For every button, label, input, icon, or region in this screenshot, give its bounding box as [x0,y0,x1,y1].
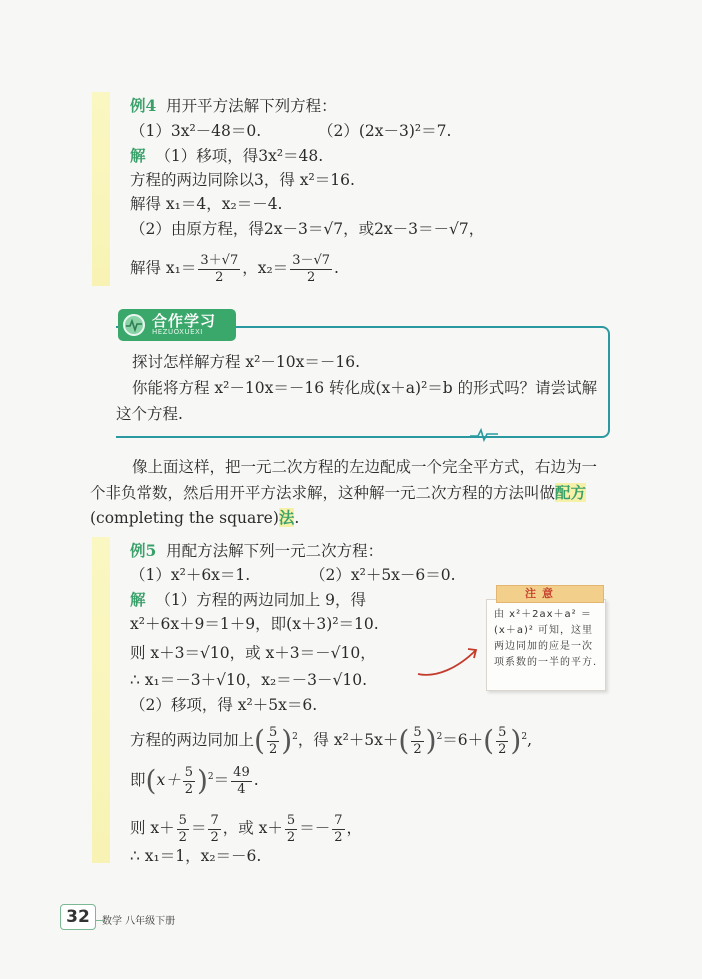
example5-s6-pre: 方程的两边同加上 [130,731,255,749]
note-title: 注意 [525,587,559,600]
definition-term: 配方 [555,483,587,502]
note-body: 由 x²＋2ax＋a² ＝(x＋a)² 可知，这里两边同加的应是一次项系数的一半的平方. [494,609,598,668]
fraction-denominator: 2 [184,781,193,797]
example5-solution-1 [130,590,366,610]
fraction-49-4 [231,765,252,798]
definition-end: . [294,509,300,527]
example4-solution-5 [130,248,339,288]
example5-s7-x: x＋ [156,771,181,789]
definition-line-3 [90,508,299,528]
fraction-numerator: 7 [334,812,343,828]
fraction-numerator: 49 [233,764,250,780]
fraction-numerator: 5 [413,724,422,740]
example5-solution-7: 即(x＋ $\frac{5}{2}$ )$^2$＝ $\frac{49}{4}$ . [130,764,259,797]
example5-solution-5: （2）移项，得 x²＋5x＝6. [130,696,318,714]
example4-s5-mid: ，x₂＝ [242,259,289,277]
book-title: 数学 八年级下册 [102,916,176,927]
fraction-seven-halves [208,813,220,846]
example5-minus: ＝－ [299,819,331,837]
example5-s7-eq: ＝ [213,771,230,789]
example5-solution-3: 则 x＋3＝√10，或 x＋3＝－√10， [130,644,376,662]
example4-solution-1-text: （1）移项，得3x²＝48. [155,147,324,165]
fraction-five-halves [267,725,279,758]
definition-line-1: 像上面这样，把一元二次方程的左边配成一个完全平方式，右边为一 [132,458,598,476]
example4-solution-1 [130,146,323,166]
example5-problem-1: （1）x²＋6x＝1. [130,566,251,584]
fraction-numerator: 5 [184,764,193,780]
fraction-denominator: 2 [286,829,296,845]
coop-study-title: 合作学习 [152,312,217,330]
fraction-denominator: 2 [268,741,278,757]
fraction-numerator: 5 [286,812,296,828]
fraction-denominator: 2 [413,741,422,757]
coop-question-2: 你能将方程 x²－10x＝－16 转化成(x＋a)²＝b 的形式吗？请尝试解 [132,379,598,397]
example4-s5-pre: 解得 x₁＝ [130,259,197,277]
example5-s6-mid: ，得 x²＋5x＋ [297,731,399,749]
fraction-denominator: 2 [215,269,224,285]
fraction-numerator: 3－√7 [292,252,331,268]
fraction-denominator: 2 [334,829,343,845]
example5-problem-2: （2）x²＋5x－6＝0. [310,566,456,584]
squiggle-icon [470,428,498,442]
example5-highlight-bar [92,537,110,863]
example5-solution-4: ∴ x₁＝－3＋√10，x₂＝－3－√10. [130,671,368,689]
example4-solution-2: 方程的两边同除以3，得 x²＝16. [130,171,355,189]
example5-solution-6: 方程的两边同加上( $\frac{5}{2}$ )$^2$，得 x²＋5x＋( $\frac{5}{2}$ )$^2$＝6＋( $\frac{5}{2}$ )$^2$, [130,724,532,757]
fraction-five-halves [496,725,508,758]
example4-problem-1: （1）3x²－48＝0. [130,122,262,140]
example4-solution-3: 解得 x₁＝4，x₂＝－4. [130,195,283,213]
pulse-icon [123,314,145,336]
definition-line-2-text: 个非负常数，然后用开平方法求解，这种解一元二次方程的方法叫做 [90,484,556,502]
fraction-denominator: 4 [237,781,246,797]
coop-study-subtitle: HEZUOXUEXI [152,328,203,336]
coop-question-1: 探讨怎样解方程 x²－10x＝－16. [132,353,360,371]
fraction-denominator: 2 [178,829,187,845]
fraction-numerator: 3＋√7 [200,252,239,268]
fraction-numerator: 7 [210,812,219,828]
coop-question-3: 这个方程. [116,405,183,423]
example5-s8-mid: ，或 x＋ [222,819,283,837]
curved-arrow-icon [414,640,484,680]
example5-solution-2: x²＋6x＋9＝1＋9，即(x＋3)²＝10. [130,615,379,633]
fraction-seven-halves [332,813,344,846]
example5-s7-pre: 即 [130,771,146,789]
example5-solution-8: 则 x＋ $\frac{5}{2}$ ＝ $\frac{7}{2}$ ，或 x＋ $\frac{5}{2}$ ＝－ $\frac{7}{2}$ ， [130,812,363,845]
example5-instruction: 用配方法解下列一元二次方程： [166,542,384,560]
example5-s8-end: ， [346,819,363,837]
example5-solution-head: 解 [130,590,146,609]
definition-english: (completing the square) [90,509,279,527]
definition-term-2: 法 [278,508,295,527]
fraction-five-halves [177,813,189,846]
example5-solution-9: ∴ x₁＝1，x₂＝－6. [130,847,262,865]
fraction-numerator: 5 [498,724,507,740]
fraction-denominator: 2 [306,269,316,285]
example4-fraction-2 [290,253,332,286]
fraction-five-halves [411,725,423,758]
coop-study-badge [118,309,236,341]
example4-problem-2: （2）(2x－3)²＝7. [318,122,452,140]
example4-solution-4: （2）由原方程，得2x－3＝√7，或2x－3＝－√7， [130,220,485,238]
fraction-numerator: 5 [178,812,187,828]
fraction-five-halves [285,813,297,846]
fraction-denominator: 2 [210,829,219,845]
example5-heading [130,541,383,561]
example5-title: 例5 [130,541,157,560]
fraction-denominator: 2 [498,741,507,757]
example4-instruction: 用开平方法解下列方程： [166,97,337,115]
example4-highlight-bar [92,92,110,286]
fraction-numerator: 5 [268,724,278,740]
example4-s5-end: . [334,259,339,277]
example5-s6-eq: ＝6＋ [442,731,484,749]
example5-solution-1-text: （1）方程的两边同加上 9，得 [155,591,367,609]
definition-line-2 [90,483,586,503]
example4-heading [130,96,337,116]
example4-solution-head: 解 [130,146,146,165]
fraction-five-halves [183,765,195,798]
example5-s8-pre: 则 x＋ [130,819,175,837]
page-number: 32 [60,904,96,930]
example4-fraction-1 [198,253,240,286]
example4-title: 例4 [130,96,157,115]
